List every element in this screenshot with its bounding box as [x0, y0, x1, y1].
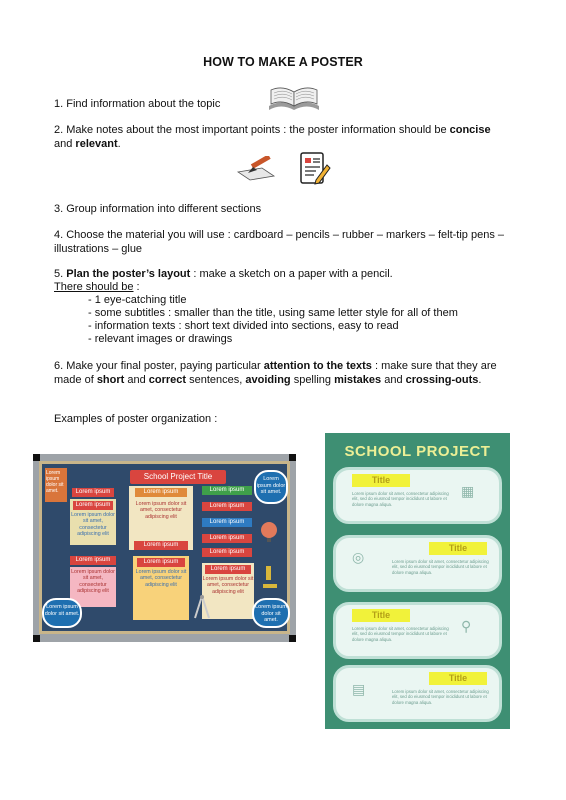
open-book-icon [266, 84, 322, 112]
poster-note: Lorem ipsum dolor sit amet, consectetur adipiscing elit [70, 567, 116, 607]
step-5: 5. Plan the poster’s layout : make a sketch on a paper with a pencil. [54, 268, 393, 280]
globe-icon: ◎ [352, 549, 365, 565]
poster-note: Lorem ipsum Lorem ipsum dolor sit amet, consectetur adipiscing elit [133, 556, 189, 620]
card-text: Lorem ipsum dolor sit amet, consectetur adipiscing elit, sed do eiusmod tempor incididunt ut labore et dolore magna aliqua. [352, 626, 449, 642]
poster-label: Lorem ipsum [202, 486, 252, 495]
card-text: Lorem ipsum dolor sit amet, consectetur adipiscing elit, sed do eiusmod tempor incididunt ut labore et dolore magna aliqua. [392, 689, 489, 705]
microscope-icon [260, 564, 280, 590]
poster-note: Lorem ipsum Lorem ipsum dolor sit amet, consectetur adipiscing elit [202, 563, 254, 619]
poster-card [333, 535, 502, 592]
speech-bubble: Lorem ipsum dolor sit amet. [254, 470, 288, 504]
poster-title: SCHOOL PROJECT [344, 443, 491, 460]
poster-label: Lorem ipsum [202, 534, 252, 543]
bullet-item: - some subtitles : smaller than the title, using same letter style for all of them [88, 307, 458, 319]
poster-example-1 [33, 454, 296, 642]
pin-icon [289, 635, 296, 642]
there-should-be: There should be : [54, 281, 140, 293]
poster-board [39, 461, 290, 634]
step-3: 3. Group information into different sections [54, 203, 262, 215]
poster-label: Lorem ipsum [70, 556, 116, 565]
poster-title: School Project Title [130, 470, 226, 484]
poster-label: Lorem ipsum [72, 488, 114, 497]
speech-bubble: Lorem ipsum dolor sit amet. [252, 598, 290, 628]
examples-label: Examples of poster organization : [54, 413, 218, 425]
notes-document-icon [298, 150, 332, 188]
poster-label: Lorem ipsum [202, 518, 252, 527]
bullet-item: - 1 eye-catching title [88, 294, 187, 306]
poster-card [333, 602, 502, 659]
card-title: Title [352, 609, 410, 622]
pin-icon [33, 454, 40, 461]
card-title: Title [352, 474, 410, 487]
bullet-item: - relevant images or drawings [88, 333, 233, 345]
poster-note: Lorem ipsum Lorem ipsum dolor sit amet, consectetur adipiscing elit [129, 486, 193, 550]
poster-example-2 [325, 433, 510, 729]
step-6: 6. Make your final poster, paying particular attention to the texts : make sure that they are made of short and correct sentences, avoiding spelling mistakes and crossing-outs. [54, 360, 497, 386]
card-title: Title [429, 542, 487, 555]
card-text: Lorem ipsum dolor sit amet, consectetur adipiscing elit, sed do eiusmod tempor incididunt ut labore et dolore magna aliqua. [352, 491, 449, 507]
network-icon: ⚲ [461, 618, 472, 634]
poster-card [333, 467, 502, 524]
poster-label: Lorem ipsum [134, 541, 188, 550]
page-title: HOW TO MAKE A POSTER [203, 55, 363, 69]
document-icon: ▤ [352, 681, 366, 697]
compass-icon [192, 594, 212, 620]
card-title: Title [429, 672, 487, 685]
pin-icon [33, 635, 40, 642]
building-icon: ▦ [461, 483, 475, 499]
bullet-item: - information texts : short text divided into sections, easy to read [88, 320, 399, 332]
poster-card [333, 665, 502, 722]
step-2: 2. Make notes about the most important points : the poster information should be concise and relevant. [54, 124, 491, 150]
pen-and-paper-icon [236, 156, 276, 182]
speech-bubble: Lorem ipsum dolor sit amet. [42, 598, 82, 628]
card-text: Lorem ipsum dolor sit amet, consectetur adipiscing elit, sed do eiusmod tempor incididunt ut labore et dolore magna aliqua. [392, 559, 489, 575]
poster-flag: Lorem ipsum dolor sit amet. [45, 468, 67, 502]
poster-note: Lorem ipsum Lorem ipsum dolor sit amet, consectetur adipiscing elit [70, 499, 116, 545]
poster-label: Lorem ipsum [202, 502, 252, 511]
step-4: 4. Choose the material you will use : cardboard – pencils – rubber – markers – felt-tip pens – illustrations – glue [54, 229, 505, 255]
globe-icon [258, 520, 280, 544]
poster-label: Lorem ipsum [202, 548, 252, 557]
step-1: 1. Find information about the topic [54, 98, 221, 110]
pin-icon [289, 454, 296, 461]
